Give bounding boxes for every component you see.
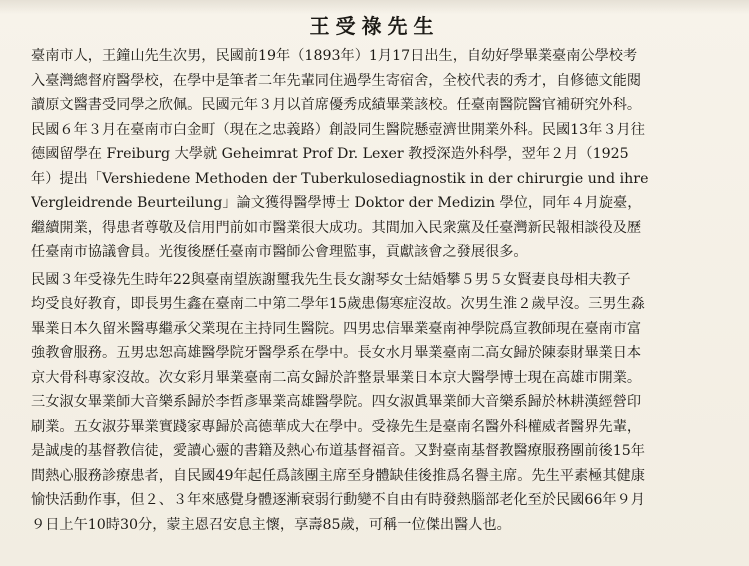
paragraph-1-line-2: 入臺灣總督府醫學校，在學中是筆者二年先輩同住過學生寄宿舍，全校代表的秀才，自修德文能閱 (31, 72, 642, 89)
paragraph-2-line-1: 民國３年受祿先生時年22與臺南望族謝璽我先生長女謝琴女士結婚攀５男５女賢妻良母相夫教子 (31, 271, 631, 288)
paragraph-2-line-8: 是誠虔的基督教信徒，愛讀心靈的書籍及熱心布道基督福音。又對臺南基督教醫療服務團前後15年 (31, 443, 645, 459)
paragraph-2-line-9: 間熱心服務診療患者，自民國49年起任爲該團主席至身體缺佳後推爲名譽主席。先生平素極其健康 (31, 467, 645, 484)
paragraph-1-line-4: 民國６年３月在臺南市白金町（現在之忠義路）創設同生醫院懸壺濟世開業外科。民國13年３月往 (31, 121, 645, 138)
paragraph-2-line-3: 畢業日本久留米醫專繼承父業現在主持同生醫院。四男忠信畢業臺南神學院爲宣教師現在臺南市富 (31, 320, 642, 337)
paragraph-2-line-2: 均受良好教育，即長男生鑫在臺南二中第二學年15歲患傷寒症沒故。次男生淮２歲早沒。三男生淼 (31, 296, 645, 312)
paragraph-2-line-4: 強教會服務。五男忠恕高雄醫學院牙醫學系在學中。長女水月畢業臺南二高女歸於陳泰財畢業日本 (31, 345, 642, 361)
paragraph-1-line-6: 年）提出「Vershiedene Methoden der Tuberkulosediagnostik in der chirurgie und ihre (31, 170, 649, 187)
paragraph-1-line-9: 任臺南市協議會員。光復後歷任臺南市醫師公會理監事，貢獻該會之發展很多。 (31, 244, 528, 260)
paragraph-2-line-10: 愉快活動作事，但２、３年來感覺身體逐漸衰弱行動變不自由有時發熱腦部老化至於民國66年９月 (31, 492, 645, 508)
paragraph-1-line-5: 德國留學在 Freiburg 大學就 Geheimrat Prof Dr. Lexer 教授深造外科學，翌年２月（1925 (31, 146, 629, 162)
top-page-edge (0, 0, 749, 14)
paragraph-1-line-7: Vergleidrende Beurteilung」論文獲得醫學博士 Doktor der Medizin 學位，同年４月旋臺， (31, 195, 642, 211)
paragraph-1-line-8: 繼續開業，得患者尊敬及信用門前如市醫業很大成功。其間加入民衆黨及任臺灣新民報相談役及歷 (31, 219, 642, 236)
paragraph-1-line-1: 臺南市人，王鐘山先生次男，民國前19年（1893年）1月17日出生，自幼好學畢業臺南公學校考 (31, 48, 638, 64)
paragraph-2-line-11: ９日上午10時30分，蒙主恩召安息主懷，享壽85歲，可稱一位傑出醫人也。 (31, 516, 511, 533)
paragraph-2-line-5: 京大骨科專家沒故。次女彩月畢業臺南二高女歸於許整景畢業日本京大醫學博士現在高雄市開業。 (31, 369, 642, 386)
paragraph-2-line-6: 三女淑女畢業師大音樂系歸於李哲彥畢業高雄醫學院。四女淑眞畢業師大音樂系歸於林耕漢經營印 (31, 394, 642, 410)
body-text (31, 44, 727, 537)
page-title: 王受祿先生 (309, 14, 440, 38)
paragraph-1-line-3: 讀原文醫書受同學之欣佩。民國元年３月以首席優秀成績畢業該校。任臺南醫院醫官補研究外科。 (31, 97, 642, 113)
paragraph-1 (31, 44, 727, 265)
paragraph-2 (31, 268, 727, 538)
paragraph-2-line-7: 刷業。五女淑芬畢業實踐家專歸於高德華成大在學中。受祿先生是臺南名醫外科權威者醫界先輩， (31, 418, 642, 435)
